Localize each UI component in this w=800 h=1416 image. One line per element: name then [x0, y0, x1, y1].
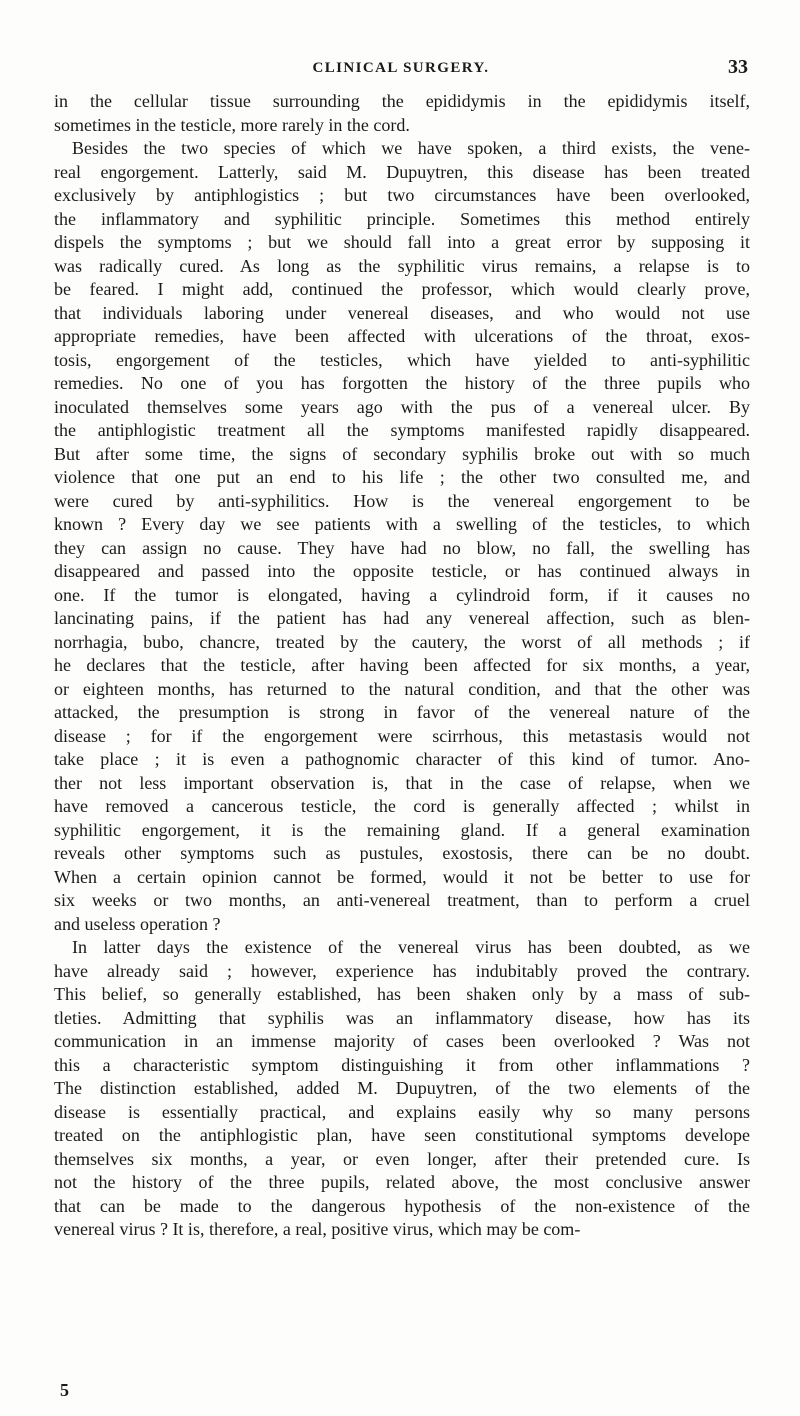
- text-line: have already said ; however, experience has indubitably proved the contrary.: [54, 960, 750, 981]
- body-text: [54, 90, 750, 1242]
- text-line: the inflammatory and syphilitic principle. Sometimes this method entirely: [54, 208, 750, 229]
- signature-mark: 5: [60, 1380, 69, 1400]
- text-line: that can be made to the dangerous hypothesis of the non-existence of the: [54, 1195, 750, 1216]
- text-line: this a characteristic symptom distinguishing it from other inflammations ?: [54, 1054, 750, 1075]
- text-line: In latter days the existence of the venereal virus has been doubted, as we: [72, 937, 750, 957]
- page-number: 33: [728, 56, 748, 78]
- text-line: tosis, engorgement of the testicles, which have yielded to anti-syphilitic: [54, 349, 750, 370]
- text-line: sometimes in the testicle, more rarely in the cord.: [54, 114, 410, 135]
- text-line: disease is essentially practical, and explains easily why so many persons: [54, 1101, 750, 1122]
- text-line: that individuals laboring under venereal diseases, and who would not use: [54, 302, 750, 323]
- text-line: treated on the antiphlogistic plan, have seen constitutional symptoms develope: [54, 1125, 750, 1145]
- text-line: was radically cured. As long as the syphilitic virus remains, a relapse is to: [54, 255, 750, 276]
- text-line: remedies. No one of you has forgotten the history of the three pupils who: [54, 373, 750, 393]
- text-line: This belief, so generally established, has been shaken only by a mass of sub-: [54, 984, 750, 1004]
- text-line: the antiphlogistic treatment all the symptoms manifested rapidly disappeared.: [54, 420, 750, 440]
- running-title: CLINICAL SURGERY.: [312, 60, 490, 76]
- text-line: communication in an immense majority of cases been overlooked ? Was not: [54, 1031, 750, 1051]
- text-line: venereal virus ? It is, therefore, a real, positive virus, which may be com-: [54, 1219, 581, 1239]
- text-line: known ? Every day we see patients with a swelling of the testicles, to which: [54, 514, 750, 534]
- text-line: tleties. Admitting that syphilis was an inflammatory disease, how has its: [54, 1007, 750, 1028]
- text-line: not the history of the three pupils, related above, the most conclusive answer: [54, 1172, 750, 1192]
- text-line: disappeared and passed into the opposite testicle, or has continued always in: [54, 561, 750, 581]
- text-line: real engorgement. Latterly, said M. Dupuytren, this disease has been treated: [54, 161, 750, 182]
- text-line: violence that one put an end to his life ; the other two consulted me, and: [54, 467, 750, 487]
- text-line: The distinction established, added M. Dupuytren, of the two elements of the: [54, 1078, 750, 1098]
- text-line: and useless operation ?: [54, 913, 221, 934]
- text-line: inoculated themselves some years ago with the pus of a venereal ulcer. By: [54, 396, 750, 417]
- text-line: or eighteen months, has returned to the natural condition, and that the other was: [54, 678, 750, 699]
- text-line: he declares that the testicle, after having been affected for six months, a year,: [54, 655, 750, 675]
- text-line: be feared. I might add, continued the professor, which would clearly prove,: [54, 279, 750, 299]
- text-line: one. If the tumor is elongated, having a cylindroid form, if it causes no: [54, 584, 750, 605]
- text-line: were cured by anti-syphilitics. How is the venereal engorgement to be: [54, 490, 750, 511]
- text-line: But after some time, the signs of secondary syphilis broke out with so much: [54, 443, 750, 464]
- text-line: themselves six months, a year, or even longer, after their pretended cure. Is: [54, 1148, 750, 1169]
- text-line: take place ; it is even a pathognomic character of this kind of tumor. Ano-: [54, 749, 750, 769]
- running-head: [54, 56, 748, 82]
- text-line: When a certain opinion cannot be formed, would it not be better to use for: [54, 866, 750, 887]
- text-line: six weeks or two months, an anti-venereal treatment, than to perform a cruel: [54, 890, 750, 910]
- text-line: they can assign no cause. They have had no blow, no fall, the swelling has: [54, 537, 750, 558]
- text-line: Besides the two species of which we have spoken, a third exists, the vene-: [72, 138, 750, 158]
- text-line: appropriate remedies, have been affected with ulcerations of the throat, exos-: [54, 326, 750, 346]
- text-line: ther not less important observation is, that in the case of relapse, when we: [54, 772, 750, 793]
- text-line: syphilitic engorgement, it is the remaining gland. If a general examination: [54, 819, 750, 840]
- text-line: attacked, the presumption is strong in favor of the venereal nature of the: [54, 702, 750, 722]
- text-line: disease ; for if the engorgement were scirrhous, this metastasis would not: [54, 725, 750, 746]
- text-line: in the cellular tissue surrounding the epididymis in the epididymis itself,: [54, 91, 750, 111]
- text-line: norrhagia, bubo, chancre, treated by the cautery, the worst of all methods ; if: [54, 631, 750, 652]
- text-line: dispels the symptoms ; but we should fall into a great error by supposing it: [54, 232, 750, 252]
- text-line: exclusively by antiphlogistics ; but two circumstances have been overlooked,: [54, 185, 750, 205]
- text-line: reveals other symptoms such as pustules, exostosis, there can be no doubt.: [54, 843, 750, 863]
- text-line: have removed a cancerous testicle, the cord is generally affected ; whilst in: [54, 796, 750, 816]
- text-line: lancinating pains, if the patient has had any venereal affection, such as blen-: [54, 608, 750, 628]
